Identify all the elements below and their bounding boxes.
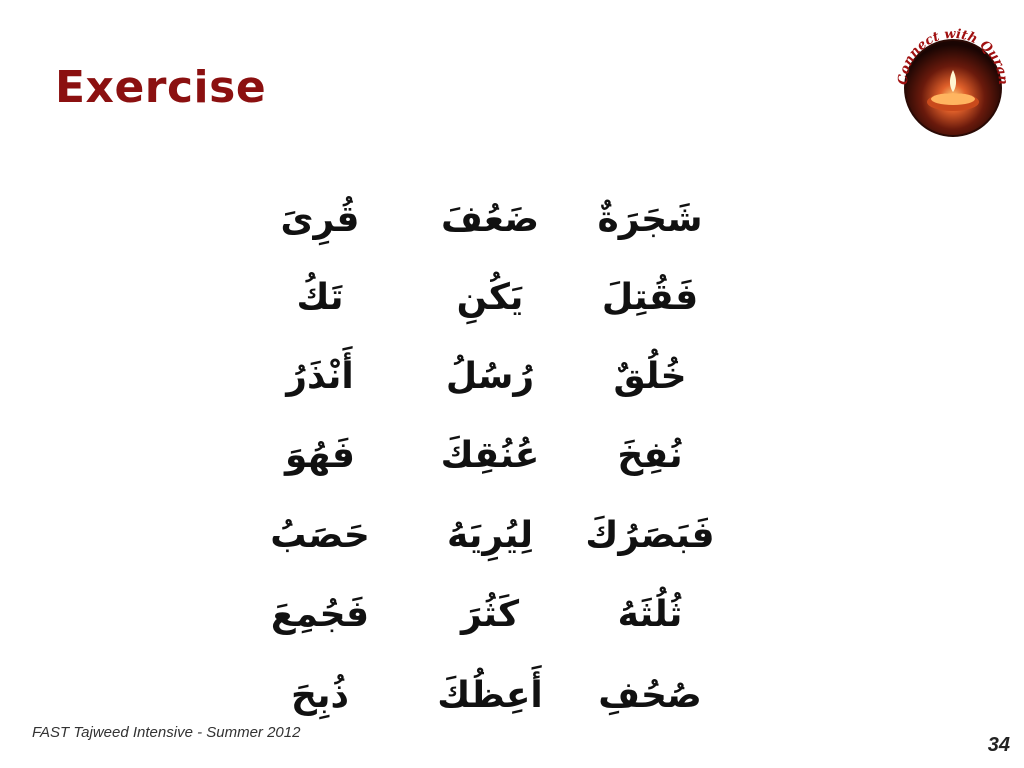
word-row <box>250 347 720 407</box>
word: لِيُرِيَهُ <box>447 515 533 556</box>
word: كَثُرَ <box>460 594 520 635</box>
word: تَكُ <box>296 277 344 318</box>
word: خُلُقٌ <box>613 356 687 397</box>
word: أَنْذَرُ <box>286 356 354 397</box>
word: ذُبِحَ <box>291 675 349 716</box>
logo-text: Connect with Quran <box>895 26 1011 86</box>
word: فَقُتِلَ <box>601 277 699 318</box>
word-row <box>250 585 720 645</box>
word: فَهُوَ <box>285 435 355 476</box>
word: حَصَبُ <box>270 515 370 556</box>
word: قُرِىَ <box>280 199 360 240</box>
word-row <box>250 190 720 250</box>
word-row <box>250 666 720 726</box>
word: نُفِخَ <box>617 435 683 476</box>
word: ضَعُفَ <box>441 199 539 240</box>
word-row <box>250 268 720 328</box>
word: يَكُنِ <box>456 277 524 318</box>
slide-title: Exercise <box>55 62 267 113</box>
word: أَعِظُكَ <box>437 675 543 716</box>
word: عُنُقِكَ <box>440 435 540 476</box>
footer-text: FAST Tajweed Intensive - Summer 2012 <box>32 724 301 741</box>
connect-with-quran-logo <box>893 22 1011 140</box>
word: صُحُفِ <box>598 675 702 716</box>
word: فَجُمِعَ <box>270 594 370 635</box>
word: فَبَصَرُكَ <box>585 515 715 556</box>
word: رُسُلُ <box>445 356 535 397</box>
page-number: 34 <box>987 734 1010 756</box>
word: شَجَرَةٌ <box>597 199 703 240</box>
word: ثُلُثَهُ <box>617 594 683 635</box>
word-row <box>250 506 720 566</box>
word-row <box>250 426 720 486</box>
